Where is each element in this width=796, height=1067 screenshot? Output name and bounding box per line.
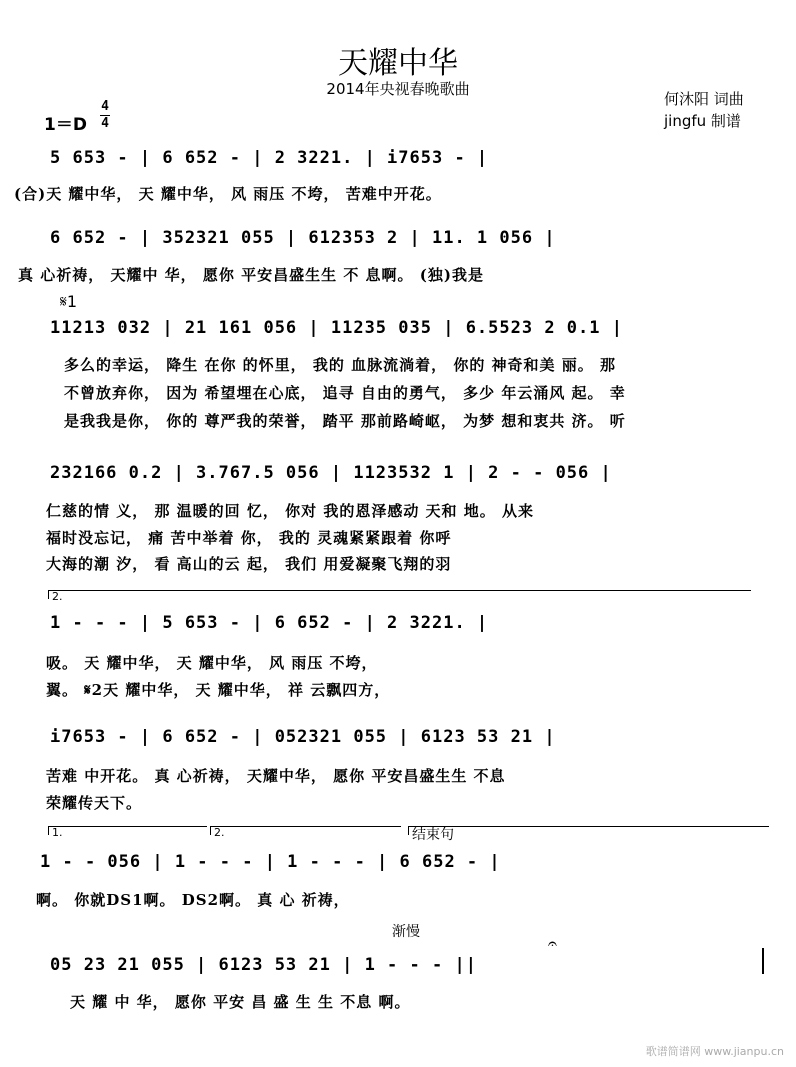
lyrics-row-4-line-1: 仁慈的情 义， 那 温暖的回 忆， 你对 我的恩泽感动 天和 地。 从来 <box>46 502 535 520</box>
volta-bracket-2-row-5 <box>48 590 751 599</box>
lyrics-row-3-line-3: 是我我是你， 你的 尊严我的荣誉， 踏平 那前路崎岖， 为梦 想和衷共 济。 听 <box>64 412 626 430</box>
lyrics-row-5-line-2: 翼。 𝄋2天 耀中华， 天 耀中华， 祥 云飘四方， <box>46 681 391 699</box>
lyrics-row-5-line-1: 吸。 天 耀中华， 天 耀中华， 风 雨压 不垮， <box>46 654 378 672</box>
final-barline-thick <box>762 948 764 974</box>
time-bottom: 4 <box>101 116 109 131</box>
lyricist-composer: 何沐阳 词曲 <box>664 90 744 108</box>
lyrics-row-3-line-2: 不曾放弃你， 因为 希望埋在心底， 追寻 自由的勇气， 多少 年云涌风 起。 幸 <box>64 384 626 402</box>
notation-row-1: 5 653 - | 6 652 - | 2 3221. | i7653 - | <box>50 148 489 168</box>
transcriber: jingfu 制谱 <box>664 112 741 130</box>
lyrics-row-4-line-2: 福时没忘记， 痛 苦中举着 你， 我的 灵魂紧紧跟着 你呼 <box>46 529 452 547</box>
lyrics-row-4-line-3: 大海的潮 汐， 看 高山的云 起， 我们 用爱凝聚飞翔的羽 <box>46 555 452 573</box>
lyrics-row-1-line-1: (合)天 耀中华， 天 耀中华， 风 雨压 不垮， 苦难中开花。 <box>14 185 442 203</box>
notation-row-4: 232166 0.2 | 3.767.5 056 | 1123532 1 | 2 - - 056 | <box>50 463 612 483</box>
page-subtitle: 2014年央视春晚歌曲 <box>326 80 470 98</box>
ending-label: 结束句 <box>412 827 454 843</box>
notation-row-2: 6 652 - | 352321 055 | 612353 2 | 11. 1 056 | <box>50 228 556 248</box>
volta-2-label-row-5: 2. <box>52 590 63 603</box>
notation-row-8: 05 23 21 055 | 6123 53 21 | 1 - - - || <box>50 955 477 975</box>
lyrics-row-7-line-1: 啊。 你就DS1啊。 DS2啊。 真 心 祈祷， <box>36 891 350 909</box>
volta-bracket-1 <box>48 826 207 835</box>
volta-bracket-2 <box>210 826 401 835</box>
lyrics-row-8-line-1: 天 耀 中 华， 愿你 平安 昌 盛 生 生 不息 啊。 <box>70 993 411 1011</box>
volta-1-label: 1. <box>52 826 63 839</box>
notation-row-5: 1 - - - | 5 653 - | 6 652 - | 2 3221. | <box>50 613 489 633</box>
segno-1-mark: 𝄋1 <box>60 292 78 311</box>
notation-row-6: i7653 - | 6 652 - | 052321 055 | 6123 53 21 | <box>50 727 556 747</box>
time-signature <box>100 100 110 131</box>
notation-row-7: 1 - - 056 | 1 - - - | 1 - - - | 6 652 - | <box>40 852 501 872</box>
lyrics-row-2-line-1: 真 心祈祷， 天耀中 华， 愿你 平安昌盛生生 不 息啊。 (独)我是 <box>18 266 484 284</box>
lyrics-row-6-line-2: 荣耀传天下。 <box>46 794 143 812</box>
volta-2-label: 2. <box>214 826 225 839</box>
fermata-icon: 𝄐 <box>548 934 557 953</box>
lyrics-row-6-line-1: 苦难 中开花。 真 心祈祷， 天耀中华， 愿你 平安昌盛生生 不息 <box>46 767 506 785</box>
lyrics-row-3-line-1: 多么的幸运， 降生 在你 的怀里， 我的 血脉流淌着， 你的 神奇和美 丽。 那 <box>64 356 617 374</box>
watermark: 歌谱简谱网 www.jianpu.cn <box>645 1045 784 1058</box>
key-signature: 1＝D <box>44 115 87 135</box>
notation-row-3: 11213 032 | 21 161 056 | 11235 035 | 6.5523 2 0.1 | <box>50 318 623 338</box>
page-title: 天耀中华 <box>338 46 458 81</box>
ending-bracket <box>408 826 769 835</box>
time-top: 4 <box>101 99 109 114</box>
ritardando-mark: 渐慢 <box>392 924 420 940</box>
